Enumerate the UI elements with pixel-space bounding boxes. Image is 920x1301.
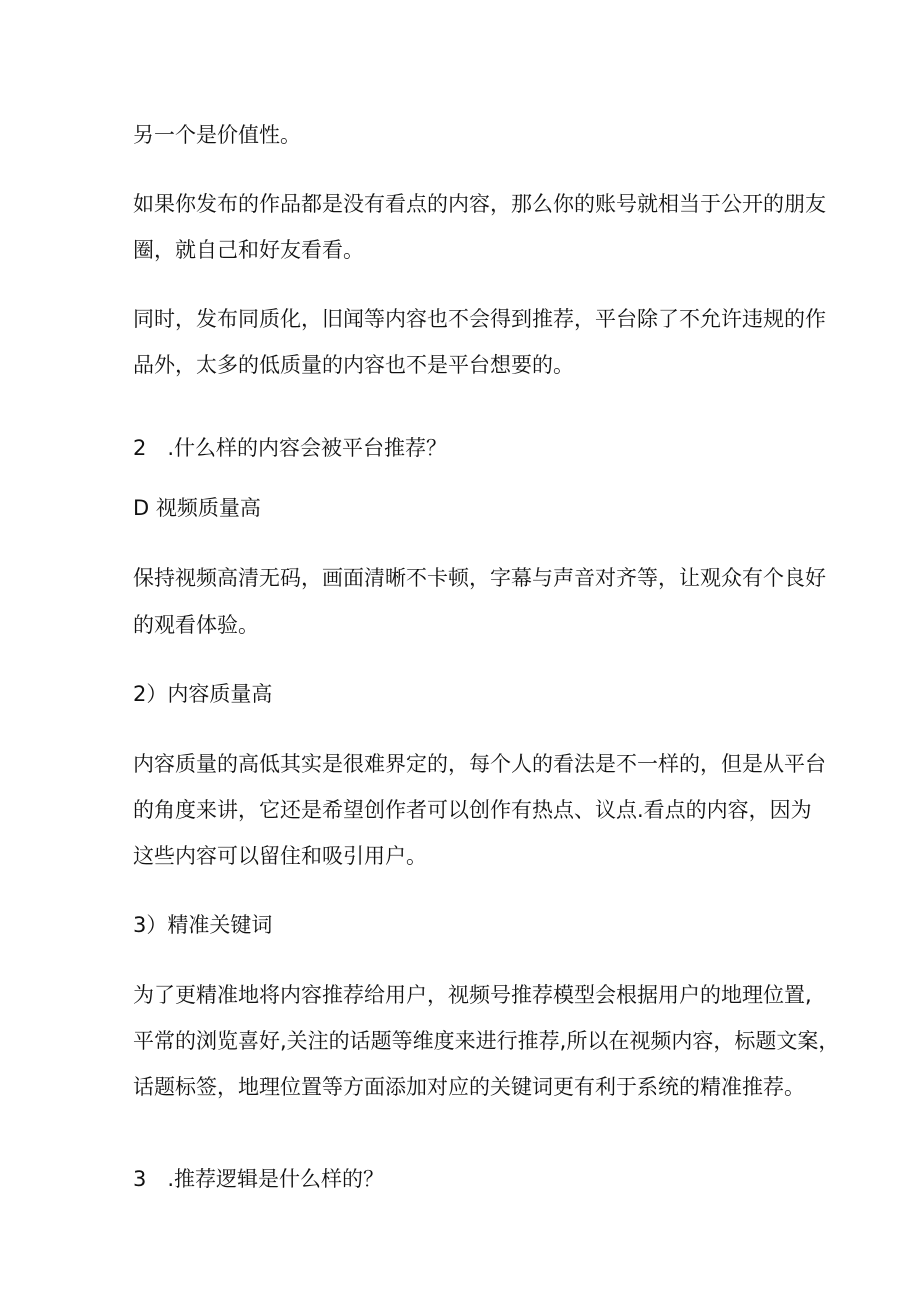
subheading-keywords: 3）精准关键词 [133,913,273,937]
paragraph-video-quality-line-1: 保持视频高清无码，画面清晰不卡顿，字幕与声音对齐等，让观众有个良好 [133,566,826,590]
section-heading-3: 3 .推荐逻辑是什么样的？ [133,1167,385,1191]
paragraph-content-quality-line-3: 这些内容可以留住和吸引用户。 [133,844,427,868]
section-heading-2: 2 .什么样的内容会被平台推荐？ [133,436,448,460]
paragraph-keywords-line-1: 为了更精准地将内容推荐给用户，视频号推荐模型会根据用户的地理位置, [133,983,812,1007]
paragraph-no-highlight-line-2: 圈，就自己和好友看看。 [133,238,364,262]
paragraph-keywords-line-2: 平常的浏览喜好,关注的话题等维度来进行推荐,所以在视频内容，标题文案， [133,1029,840,1053]
paragraph-value-line: 另一个是价值性。 [133,123,301,147]
subheading-video-quality: D 视频质量高 [133,496,261,520]
paragraph-video-quality-line-2: 的观看体验。 [133,613,259,637]
subheading-content-quality: 2）内容质量高 [133,682,273,706]
paragraph-no-highlight-line-1: 如果你发布的作品都是没有看点的内容，那么你的账号就相当于公开的朋友 [133,192,826,216]
paragraph-homogeneous-line-2: 品外，太多的低质量的内容也不是平台想要的。 [133,353,574,377]
paragraph-content-quality-line-2: 的角度来讲，它还是希望创作者可以创作有热点、议点.看点的内容，因为 [133,798,812,822]
paragraph-keywords-line-3: 话题标签，地理位置等方面添加对应的关键词更有利于系统的精准推荐。 [133,1075,805,1099]
paragraph-content-quality-line-1: 内容质量的高低其实是很难界定的，每个人的看法是不一样的，但是从平台 [133,752,826,776]
paragraph-homogeneous-line-1: 同时，发布同质化，旧闻等内容也不会得到推荐，平台除了不允许违规的作 [133,307,826,331]
